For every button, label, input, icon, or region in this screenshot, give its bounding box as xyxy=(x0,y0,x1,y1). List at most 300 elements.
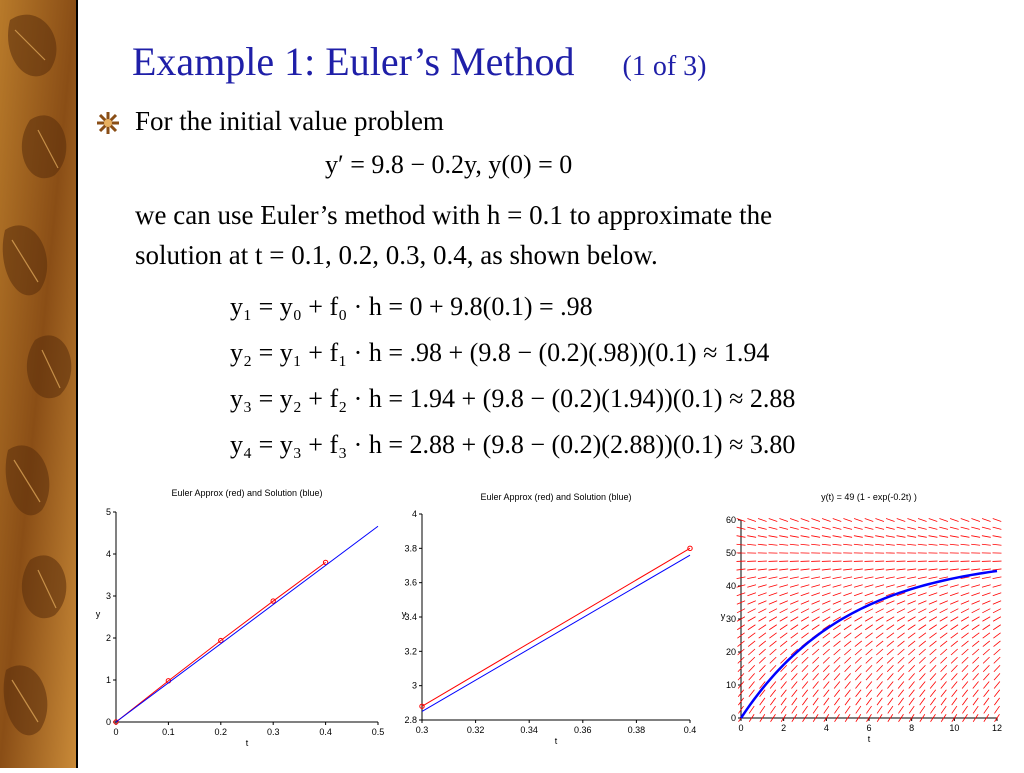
direction-arrow xyxy=(801,519,810,522)
direction-arrow xyxy=(939,569,948,570)
direction-arrow xyxy=(876,633,883,638)
direction-arrow xyxy=(855,649,862,655)
direction-arrow xyxy=(811,519,820,522)
direction-arrow xyxy=(811,569,820,570)
direction-arrow xyxy=(951,665,957,672)
direction-arrow xyxy=(971,593,979,596)
direction-arrow xyxy=(951,657,957,663)
direction-arrow xyxy=(760,698,765,705)
direction-arrow xyxy=(749,665,755,672)
direction-arrow xyxy=(908,625,915,630)
direction-arrow xyxy=(758,593,766,596)
direction-arrow xyxy=(886,527,895,529)
direction-arrow xyxy=(994,682,1000,689)
direction-arrow xyxy=(993,609,1001,613)
x-tick-label: 0.32 xyxy=(467,725,485,735)
direction-arrow xyxy=(833,625,840,630)
direction-arrow xyxy=(972,633,979,638)
direction-arrow xyxy=(845,673,851,680)
direction-arrow xyxy=(887,682,893,689)
direction-arrow xyxy=(930,649,937,655)
direction-arrow xyxy=(877,665,883,672)
direction-arrow xyxy=(780,649,787,655)
direction-arrow xyxy=(823,673,829,680)
direction-arrow xyxy=(939,519,948,522)
direction-arrow xyxy=(930,682,936,689)
direction-arrow xyxy=(961,609,969,613)
direction-arrow xyxy=(843,569,852,570)
direction-arrow xyxy=(811,585,820,587)
direction-arrow xyxy=(918,577,927,579)
direction-arrow xyxy=(962,682,968,689)
direction-arrow xyxy=(843,544,852,545)
direction-arrow xyxy=(855,641,862,647)
y-tick-label: 4 xyxy=(412,509,417,519)
direction-arrow xyxy=(887,657,893,663)
direction-arrow xyxy=(780,641,787,647)
direction-arrow xyxy=(941,690,947,697)
direction-arrow xyxy=(781,698,786,705)
direction-arrow xyxy=(982,536,991,538)
direction-arrow xyxy=(994,665,1000,672)
direction-arrow xyxy=(834,665,840,672)
direction-arrow xyxy=(813,665,819,672)
direction-arrow xyxy=(844,633,851,638)
direction-arrow xyxy=(877,682,883,689)
direction-arrow xyxy=(822,544,831,545)
direction-arrow xyxy=(875,519,884,522)
x-tick-label: 0.34 xyxy=(520,725,538,735)
direction-arrow xyxy=(984,690,990,697)
direction-arrow xyxy=(887,633,894,638)
direction-arrow xyxy=(918,609,926,613)
direction-arrow xyxy=(973,706,978,713)
direction-arrow xyxy=(929,577,938,579)
direction-arrow xyxy=(801,601,809,605)
direction-arrow xyxy=(919,682,925,689)
direction-arrow xyxy=(972,601,980,605)
direction-arrow xyxy=(929,625,936,630)
direction-arrow xyxy=(748,609,756,613)
direction-arrow xyxy=(950,527,959,529)
direction-arrow xyxy=(813,706,818,713)
direction-arrow xyxy=(779,593,787,596)
direction-arrow xyxy=(801,536,810,538)
direction-arrow xyxy=(780,609,788,613)
x-tick-label: 0 xyxy=(113,727,118,737)
direction-arrow xyxy=(907,519,916,522)
direction-arrow xyxy=(844,657,850,663)
direction-arrow xyxy=(791,682,797,689)
direction-arrow xyxy=(876,609,884,613)
direction-arrow xyxy=(856,698,861,705)
direction-arrow xyxy=(994,641,1001,647)
y-tick-label: 60 xyxy=(726,515,736,525)
direction-arrow xyxy=(844,625,851,630)
direction-arrow xyxy=(834,657,840,663)
direction-arrow xyxy=(875,577,884,579)
series-line-0 xyxy=(422,548,690,706)
ivp-equation: y′ = 9.8 − 0.2y, y(0) = 0 xyxy=(325,150,572,180)
y-tick-label: 10 xyxy=(726,680,736,690)
direction-arrow xyxy=(779,577,788,579)
direction-arrow xyxy=(801,609,809,613)
direction-arrow xyxy=(769,593,777,596)
direction-arrow xyxy=(791,633,798,638)
x-tick-label: 12 xyxy=(992,723,1002,733)
direction-arrow xyxy=(930,706,935,713)
y-tick-label: 5 xyxy=(106,507,111,517)
direction-arrow xyxy=(866,673,872,680)
direction-arrow xyxy=(822,593,830,596)
direction-arrow xyxy=(758,527,767,529)
direction-arrow xyxy=(758,577,767,579)
y-tick-label: 3.4 xyxy=(404,612,417,622)
direction-arrow xyxy=(940,625,947,630)
direction-arrow xyxy=(993,585,1002,587)
direction-arrow xyxy=(812,657,818,663)
direction-arrow xyxy=(747,527,756,529)
direction-arrow xyxy=(779,544,788,545)
direction-arrow xyxy=(845,690,851,697)
direction-arrow xyxy=(952,690,958,697)
bullet-text: For the initial value problem xyxy=(135,106,444,137)
direction-arrow xyxy=(845,706,850,713)
direction-arrow xyxy=(843,593,851,596)
direction-arrow xyxy=(759,665,765,672)
direction-arrow xyxy=(897,519,906,522)
euler-step-4: y₄ = y₃ + f₃ · h = 2.88 + (9.8 − (0.2)(2.88))(0.1) ≈ 3.80 xyxy=(230,430,795,460)
bullet-icon xyxy=(95,110,121,141)
direction-arrow xyxy=(792,706,797,713)
direction-arrow xyxy=(982,593,990,596)
direction-arrow xyxy=(971,585,980,587)
direction-arrow xyxy=(950,569,959,570)
direction-arrow xyxy=(748,601,756,605)
direction-arrow xyxy=(770,649,777,655)
direction-arrow xyxy=(759,633,766,638)
direction-arrow xyxy=(779,569,788,570)
direction-arrow xyxy=(898,706,903,713)
direction-arrow xyxy=(790,585,799,587)
series-line-1 xyxy=(116,526,378,722)
direction-arrow xyxy=(781,682,787,689)
direction-arrow xyxy=(876,657,882,663)
direction-arrow xyxy=(897,527,906,529)
direction-arrow xyxy=(790,569,799,570)
direction-arrow xyxy=(951,641,958,647)
x-axis-label: t xyxy=(246,738,249,748)
direction-arrow xyxy=(779,585,788,587)
direction-arrow xyxy=(888,706,893,713)
direction-arrow xyxy=(973,690,979,697)
direction-arrow xyxy=(854,593,862,596)
direction-arrow xyxy=(941,706,946,713)
y-tick-label: 2.8 xyxy=(404,715,417,725)
x-tick-label: 10 xyxy=(949,723,959,733)
direction-arrow xyxy=(844,649,851,655)
direction-arrow xyxy=(876,641,883,647)
direction-arrow xyxy=(770,682,776,689)
direction-arrow xyxy=(737,569,746,570)
direction-arrow xyxy=(994,657,1000,663)
direction-arrow xyxy=(802,690,808,697)
direction-arrow xyxy=(898,673,904,680)
direction-arrow xyxy=(822,527,831,529)
direction-arrow xyxy=(919,673,925,680)
direction-arrow xyxy=(993,593,1001,596)
direction-arrow xyxy=(866,657,872,663)
direction-arrow xyxy=(950,536,959,538)
direction-arrow xyxy=(919,657,925,663)
direction-arrow xyxy=(909,665,915,672)
direction-arrow xyxy=(812,641,819,647)
direction-arrow xyxy=(972,609,980,613)
direction-arrow xyxy=(941,673,947,680)
direction-arrow xyxy=(822,519,831,522)
direction-arrow xyxy=(824,690,830,697)
direction-arrow xyxy=(779,536,788,538)
direction-arrow xyxy=(888,690,894,697)
direction-arrow xyxy=(909,673,915,680)
direction-arrow xyxy=(950,544,959,545)
direction-arrow xyxy=(748,641,755,647)
direction-arrow xyxy=(886,569,895,570)
direction-arrow xyxy=(769,536,778,538)
x-tick-label: 0.38 xyxy=(628,725,646,735)
direction-arrow xyxy=(791,641,798,647)
direction-arrow xyxy=(898,649,905,655)
direction-arrow xyxy=(790,544,799,545)
direction-arrow xyxy=(962,673,968,680)
direction-arrow xyxy=(843,536,852,538)
direction-arrow xyxy=(812,601,820,605)
direction-arrow xyxy=(865,527,874,529)
direction-arrow xyxy=(972,657,978,663)
direction-arrow xyxy=(854,617,862,622)
direction-arrow xyxy=(886,585,895,587)
direction-arrow xyxy=(790,609,798,613)
direction-arrow xyxy=(780,601,788,605)
direction-arrow xyxy=(919,633,926,638)
direction-arrow xyxy=(940,641,947,647)
direction-arrow xyxy=(866,649,873,655)
direction-arrow xyxy=(844,601,852,605)
direction-arrow xyxy=(930,641,937,647)
y-tick-label: 4 xyxy=(106,549,111,559)
direction-arrow xyxy=(920,698,925,705)
chart-title: Euler Approx (red) and Solution (blue) xyxy=(480,492,631,502)
direction-arrow xyxy=(802,673,808,680)
direction-arrow xyxy=(940,617,948,622)
direction-arrow xyxy=(898,657,904,663)
direction-arrow xyxy=(897,544,906,545)
direction-arrow xyxy=(982,617,990,622)
direction-arrow xyxy=(908,633,915,638)
direction-arrow xyxy=(747,569,756,570)
direction-arrow xyxy=(993,569,1002,570)
direction-arrow xyxy=(897,633,904,638)
direction-arrow xyxy=(897,569,906,570)
direction-arrow xyxy=(982,585,991,587)
direction-arrow xyxy=(822,617,830,622)
direction-arrow xyxy=(813,698,818,705)
direction-arrow xyxy=(801,617,809,622)
direction-arrow xyxy=(790,593,798,596)
direction-arrow xyxy=(971,519,980,522)
direction-arrow xyxy=(918,569,927,570)
direction-arrow xyxy=(769,577,778,579)
direction-arrow xyxy=(758,536,767,538)
direction-arrow xyxy=(983,682,989,689)
direction-arrow xyxy=(898,698,903,705)
direction-arrow xyxy=(961,625,968,630)
direction-arrow xyxy=(897,617,905,622)
direction-arrow xyxy=(876,617,884,622)
direction-arrow xyxy=(855,657,861,663)
direction-arrow xyxy=(780,633,787,638)
direction-arrow xyxy=(823,649,830,655)
direction-arrow xyxy=(929,519,938,522)
direction-arrow xyxy=(939,593,947,596)
direction-arrow xyxy=(929,536,938,538)
direction-arrow xyxy=(833,593,841,596)
direction-arrow xyxy=(920,706,925,713)
direction-arrow xyxy=(984,698,989,705)
direction-arrow xyxy=(961,536,970,538)
direction-arrow xyxy=(909,690,915,697)
direction-arrow xyxy=(856,690,862,697)
direction-arrow xyxy=(982,519,991,522)
y-tick-label: 2 xyxy=(106,633,111,643)
direction-arrow xyxy=(854,601,862,605)
data-point xyxy=(688,546,692,550)
x-tick-label: 0.4 xyxy=(684,725,697,735)
direction-arrow xyxy=(759,649,766,655)
direction-arrow xyxy=(833,519,842,522)
direction-arrow xyxy=(940,649,947,655)
direction-arrow xyxy=(961,601,969,605)
direction-arrow xyxy=(907,536,916,538)
direction-arrow xyxy=(982,527,991,529)
direction-arrow xyxy=(961,544,970,545)
direction-arrow xyxy=(993,544,1002,545)
direction-arrow xyxy=(823,682,829,689)
direction-arrow xyxy=(994,690,1000,697)
direction-arrow xyxy=(877,690,883,697)
direction-arrow xyxy=(811,536,820,538)
direction-arrow xyxy=(961,527,970,529)
direction-arrow xyxy=(845,682,851,689)
direction-arrow xyxy=(758,585,767,587)
direction-arrow xyxy=(747,519,756,522)
direction-arrow xyxy=(983,673,989,680)
direction-arrow xyxy=(781,690,787,697)
direction-arrow xyxy=(866,641,873,647)
direction-arrow xyxy=(834,682,840,689)
direction-arrow xyxy=(908,617,916,622)
direction-arrow xyxy=(929,601,937,605)
direction-arrow xyxy=(940,633,947,638)
direction-arrow xyxy=(855,625,862,630)
direction-arrow xyxy=(929,593,937,596)
direction-arrow xyxy=(822,536,831,538)
direction-arrow xyxy=(950,609,958,613)
direction-arrow xyxy=(865,536,874,538)
direction-arrow xyxy=(983,641,990,647)
direction-arrow xyxy=(801,577,810,579)
x-tick-label: 0.2 xyxy=(215,727,228,737)
direction-arrow xyxy=(779,527,788,529)
direction-arrow xyxy=(791,625,798,630)
direction-arrow xyxy=(749,682,755,689)
direction-arrow xyxy=(824,706,829,713)
chart-title: Euler Approx (red) and Solution (blue) xyxy=(171,488,322,498)
chart-title: y(t) = 49 (1 - exp(-0.2t) ) xyxy=(821,492,917,502)
direction-arrow xyxy=(822,585,831,587)
direction-arrow xyxy=(918,544,927,545)
direction-arrow xyxy=(802,657,808,663)
direction-arrow xyxy=(802,706,807,713)
direction-arrow xyxy=(843,519,852,522)
direction-arrow xyxy=(962,641,969,647)
direction-arrow xyxy=(843,527,852,529)
direction-arrow xyxy=(961,585,970,587)
direction-arrow xyxy=(865,577,874,579)
direction-arrow xyxy=(887,665,893,672)
y-axis-label: y xyxy=(402,609,407,619)
direction-arrow xyxy=(962,665,968,672)
direction-arrow xyxy=(908,657,914,663)
direction-arrow xyxy=(769,585,778,587)
direction-arrow xyxy=(876,625,883,630)
direction-arrow xyxy=(875,544,884,545)
direction-arrow xyxy=(929,609,937,613)
direction-arrow xyxy=(886,536,895,538)
direction-arrow xyxy=(973,698,978,705)
direction-arrow xyxy=(962,706,967,713)
direction-arrow xyxy=(811,544,820,545)
direction-arrow xyxy=(747,536,756,538)
direction-arrow xyxy=(834,706,839,713)
direction-arrow xyxy=(811,593,819,596)
direction-arrow xyxy=(769,609,777,613)
direction-arrow xyxy=(780,617,788,622)
direction-arrow xyxy=(813,673,819,680)
direction-arrow xyxy=(833,527,842,529)
direction-arrow xyxy=(865,617,873,622)
direction-arrow xyxy=(973,673,979,680)
direction-arrow xyxy=(760,706,765,713)
direction-arrow xyxy=(972,617,980,622)
direction-arrow xyxy=(759,641,766,647)
direction-arrow xyxy=(907,577,916,579)
direction-arrow xyxy=(962,657,968,663)
direction-arrow xyxy=(875,527,884,529)
direction-arrow xyxy=(887,641,894,647)
direction-arrow xyxy=(887,673,893,680)
paragraph-line-1: we can use Euler’s method with h = 0.1 to approximate the xyxy=(135,200,772,231)
direction-arrow xyxy=(769,519,778,522)
direction-arrow xyxy=(907,527,916,529)
direction-arrow xyxy=(812,609,820,613)
direction-arrow xyxy=(833,536,842,538)
direction-arrow xyxy=(950,601,958,605)
direction-arrow xyxy=(929,569,938,570)
direction-arrow xyxy=(770,690,776,697)
direction-arrow xyxy=(908,609,916,613)
direction-arrow xyxy=(769,625,776,630)
